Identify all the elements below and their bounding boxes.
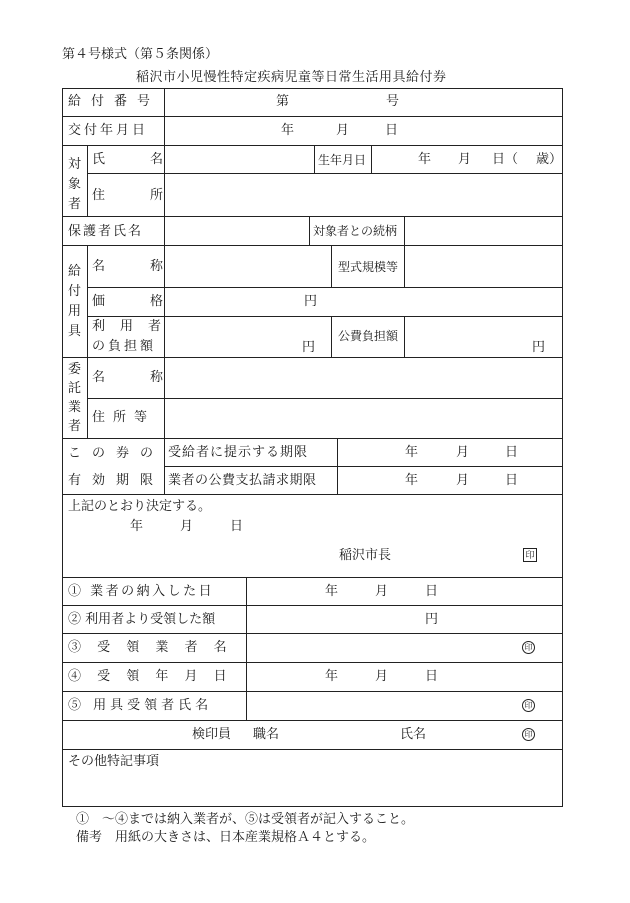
col-group-divider-subject <box>87 145 88 216</box>
col-model-divider <box>331 245 332 287</box>
rule-6a <box>87 398 563 399</box>
guardian-label: 保護者氏名 <box>68 224 144 239</box>
note-2: 備考 用紙の大きさは、日本産業規格Ａ４とする。 <box>76 830 376 845</box>
col-label-divider <box>164 88 165 494</box>
col-relation-divider <box>309 216 310 245</box>
validity-present-day: 日 <box>505 445 519 460</box>
issue-date-month: 月 <box>336 123 350 138</box>
col-model-divider-2 <box>404 245 405 287</box>
subject-group-label: 対象者 <box>68 157 82 212</box>
contractor-name-label: 名 称 <box>92 370 180 385</box>
inspector-title: 職名 <box>253 727 280 742</box>
equipment-model-label: 型式規模等 <box>338 260 399 274</box>
delivery-date-day: 日 <box>425 584 439 599</box>
receipt-date-year: 年 <box>325 669 339 684</box>
subject-dob-month: 月 <box>458 152 472 167</box>
validity-claim-day: 日 <box>505 473 519 488</box>
equipment-public-label: 公費負担額 <box>338 329 399 343</box>
validity-claim-year: 年 <box>405 473 419 488</box>
issue-date-label: 交付年月日 <box>68 123 149 138</box>
subject-dob-year: 年 <box>418 152 432 167</box>
rule-4 <box>62 245 563 246</box>
rule-2 <box>62 145 563 146</box>
rule-9 <box>62 605 563 606</box>
validity-present-year: 年 <box>405 445 419 460</box>
subject-age: 歳） <box>536 152 563 167</box>
rule-6 <box>62 438 563 439</box>
rule-7a <box>164 466 563 467</box>
col-public-divider <box>331 316 332 357</box>
remarks-label: その他特記事項 <box>68 754 160 769</box>
subject-name-label: 氏 名 <box>92 152 180 167</box>
recipient-seal-icon: 印 <box>522 699 535 712</box>
equipment-burden-label-1: 利 用 者 <box>92 319 163 334</box>
equipment-public-yen: 円 <box>532 340 546 355</box>
rule-8 <box>62 577 563 578</box>
equipment-price-yen: 円 <box>304 294 318 309</box>
delivery-date-label: ① 業者の納入した日 <box>68 584 215 599</box>
note-1: ① ～④までは納入業者が、⑤は受領者が記入すること。 <box>76 812 415 827</box>
col-group-divider-equipment <box>87 245 88 438</box>
col-validity-divider <box>337 438 338 494</box>
validity-claim-month: 月 <box>456 473 470 488</box>
payment-number-go: 号 <box>386 94 400 109</box>
vendor-seal-icon: 印 <box>522 641 535 654</box>
rule-5a <box>87 287 563 288</box>
form-title: 稲沢市小児慢性特定疾病児童等日常生活用具給付券 <box>136 70 447 85</box>
validity-label-1: この券の <box>68 446 165 461</box>
subject-dob-day: 日（ <box>492 152 519 167</box>
validity-claim-label: 業者の公費支払請求期限 <box>168 473 317 488</box>
validity-present-month: 月 <box>456 445 470 460</box>
delivery-date-year: 年 <box>325 584 339 599</box>
guardian-relation-label: 対象者との続柄 <box>313 224 398 238</box>
inspector-label: 検印員 <box>192 727 232 742</box>
rule-3 <box>62 216 563 217</box>
decision-text: 上記のとおり決定する。 <box>68 499 212 514</box>
col-public-divider-2 <box>404 316 405 357</box>
col-relation-divider-2 <box>404 216 405 245</box>
payment-number-dai: 第 <box>276 94 290 109</box>
receipt-date-label: ④ 受 領 年 月 日 <box>68 669 233 684</box>
rule-12 <box>62 691 563 692</box>
rule-7 <box>62 494 563 495</box>
recipient-name-label: ⑤ 用具受領者氏名 <box>68 698 213 713</box>
receipt-date-month: 月 <box>375 669 389 684</box>
payment-number-label: 給付番号 <box>68 94 161 109</box>
subject-dob-label: 生年月日 <box>318 153 367 167</box>
mayor-seal-icon: 印 <box>523 548 537 562</box>
rule-11 <box>62 662 563 663</box>
receiving-vendor-label: ③ 受 領 業 者 名 <box>68 640 233 655</box>
rule-3a <box>87 173 563 174</box>
rule-10 <box>62 633 563 634</box>
col-dob-divider <box>314 145 315 173</box>
decision-month: 月 <box>180 519 194 534</box>
validity-label-2: 有効期限 <box>68 473 165 488</box>
rule-5 <box>62 357 563 358</box>
rule-13 <box>62 720 563 721</box>
received-amount-yen: 円 <box>425 612 439 627</box>
subject-address-label: 住 所 <box>92 188 180 203</box>
col-bottom-divider <box>246 577 247 720</box>
validity-present-label: 受給者に提示する期限 <box>168 445 309 460</box>
received-amount-label: ② 利用者より受領した額 <box>68 612 216 627</box>
rule-14 <box>62 749 563 750</box>
equipment-burden-label-2: の負担額 <box>92 339 157 354</box>
equipment-group-label: 給付用具 <box>68 264 82 339</box>
form-number: 第４号様式（第５条関係） <box>62 47 219 62</box>
contractor-address-label: 住所等 <box>92 410 156 425</box>
col-dob-divider-2 <box>371 145 372 173</box>
issue-date-day: 日 <box>385 123 399 138</box>
rule-1 <box>62 116 563 117</box>
inspector-seal-icon: 印 <box>522 728 535 741</box>
equipment-name-label: 名 称 <box>92 259 180 274</box>
contractor-group-label: 委託業者 <box>68 362 82 434</box>
equipment-price-label: 価 格 <box>92 294 180 309</box>
decision-day: 日 <box>230 519 244 534</box>
decision-year: 年 <box>130 519 144 534</box>
equipment-burden-yen: 円 <box>302 340 316 355</box>
decision-mayor: 稲沢市長 <box>339 548 392 563</box>
receipt-date-day: 日 <box>425 669 439 684</box>
delivery-date-month: 月 <box>375 584 389 599</box>
issue-date-year: 年 <box>281 123 295 138</box>
inspector-name: 氏名 <box>400 727 427 742</box>
rule-5b <box>87 316 563 317</box>
